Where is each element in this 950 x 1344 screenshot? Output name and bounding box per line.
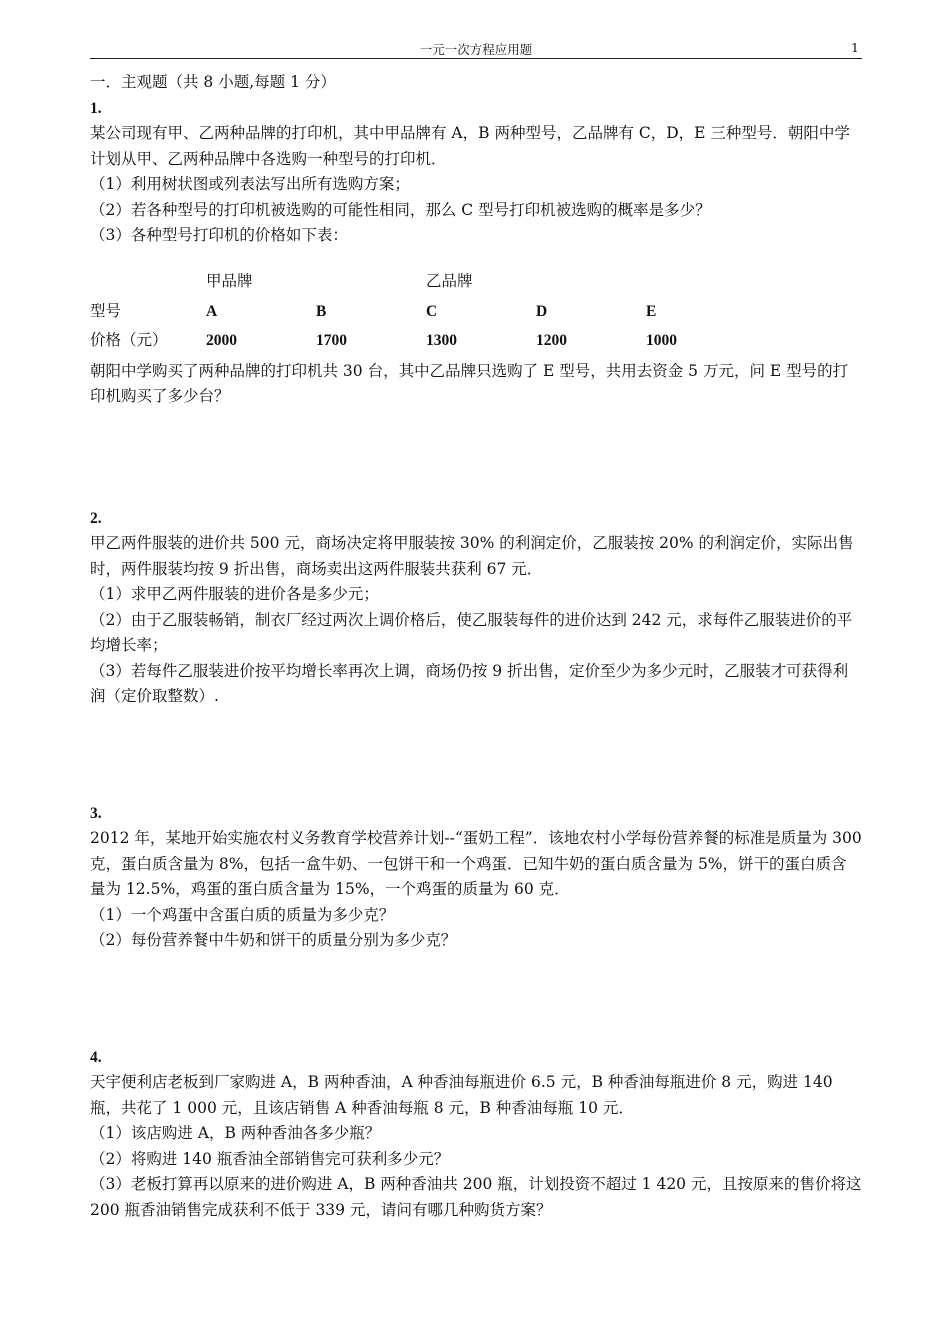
table-model-cell: B: [316, 302, 327, 320]
question-stem: 某公司现有甲、乙两种品牌的打印机，其中甲品牌有 A，B 两种型号，乙品牌有 C，D，E 三种型号．朝阳中学计划从甲、乙两种品牌中各选购一种型号的打印机．: [90, 124, 850, 168]
table-price-cell: 1300: [426, 331, 457, 349]
header-title: 一元一次方程应用题: [419, 42, 533, 57]
table-row-label-price: 价格（元）: [90, 330, 168, 349]
question-number: 3.: [90, 804, 102, 822]
table-brand-b: 乙品牌: [426, 271, 473, 290]
sub-question-1: （1）该店购进 A，B 两种香油各多少瓶？: [90, 1124, 381, 1142]
sub-question-2: （2）每份营养餐中牛奶和饼干的质量分别为多少克？: [90, 931, 457, 949]
price-table: [90, 269, 862, 359]
table-price-cell: 1200: [536, 331, 567, 349]
page-header: [90, 38, 862, 59]
question-stem: 2012 年，某地开始实施农村义务教育学校营养计划--“蛋奶工程”．该地农村小学每份营养餐的标准是质量为 300 克，蛋白质含量为 8%，包括一盒牛奶、一包饼干和一个鸡蛋．已知牛奶的蛋白质含量为 5%，饼干的蛋白质含量为 12.5%，鸡蛋的蛋白质含量为 15%，一个鸡蛋的质量为 60 克．: [90, 829, 862, 898]
table-model-cell: A: [206, 302, 218, 320]
question-number: 1.: [90, 99, 102, 117]
table-row-label-model: 型号: [90, 301, 122, 320]
document-body: [90, 70, 862, 1223]
table-price-cell: 1700: [316, 331, 347, 349]
sub-question-3: （3）老板打算再以原来的进价购进 A，B 两种香油共 200 瓶，计划投资不超过 1 420 元，且按原来的售价将这 200 瓶香油销售完成获利不低于 339 元，请问有哪几种购货方案？: [90, 1175, 862, 1219]
question-1: [90, 96, 862, 410]
table-model-cell: C: [426, 302, 438, 320]
question-tail: 朝阳中学购买了两种品牌的打印机共 30 台，其中乙品牌只选购了 E 型号，共用去资金 5 万元，问 E 型号的打印机购买了多少台？: [90, 361, 849, 405]
question-2: [90, 506, 862, 710]
sub-question-2: （2）将购进 140 瓶香油全部销售完可获利多少元？: [90, 1149, 450, 1168]
question-number: 2.: [90, 509, 102, 527]
question-4: [90, 1045, 862, 1224]
table-price-cell: 1000: [646, 331, 677, 349]
sub-question-2: （2）若各种型号的打印机被选购的可能性相同，那么 C 型号打印机被选购的概率是多少？: [90, 200, 711, 219]
question-3: [90, 801, 862, 954]
sub-question-2: （2）由于乙服装畅销，制衣厂经过两次上调价格后，使乙服装每件的进价达到 242 元，求每件乙服装进价的平均增长率；: [90, 610, 853, 654]
table-price-cell: 2000: [206, 331, 237, 349]
section-title: 一．主观题（共 8 小题,每题 1 分）: [90, 73, 336, 91]
sub-question-3: （3）若每件乙服装进价按平均增长率再次上调，商场仍按 9 折出售，定价至少为多少元时，乙服装才可获得利润（定价取整数）.: [90, 661, 849, 705]
sub-question-3: （3）各种型号打印机的价格如下表：: [90, 226, 348, 244]
sub-question-1: （1）求甲乙两件服装的进价各是多少元；: [90, 585, 379, 603]
sub-question-1: （1）一个鸡蛋中含蛋白质的质量为多少克？: [90, 905, 395, 924]
question-stem: 天宇便利店老板到厂家购进 A，B 两种香油，A 种香油每瓶进价 6.5 元，B 种香油每瓶进价 8 元，购进 140 瓶，共花了 1 000 元，且该店销售 A 种香油每瓶 8 元，B 种香油每瓶 10 元．: [90, 1073, 833, 1117]
question-number: 4.: [90, 1048, 102, 1066]
question-stem: 甲乙两件服装的进价共 500 元，商场决定将甲服装按 30% 的利润定价，乙服装按 20% 的利润定价，实际出售时，两件服装均按 9 折出售，商场卖出这两件服装共获利 67 元．: [90, 534, 854, 578]
table-model-cell: E: [646, 302, 657, 320]
table-model-cell: D: [536, 302, 548, 320]
page-number: 1: [851, 40, 859, 55]
table-brand-a: 甲品牌: [206, 271, 253, 290]
sub-question-1: （1）利用树状图或列表法写出所有选购方案；: [90, 175, 410, 193]
